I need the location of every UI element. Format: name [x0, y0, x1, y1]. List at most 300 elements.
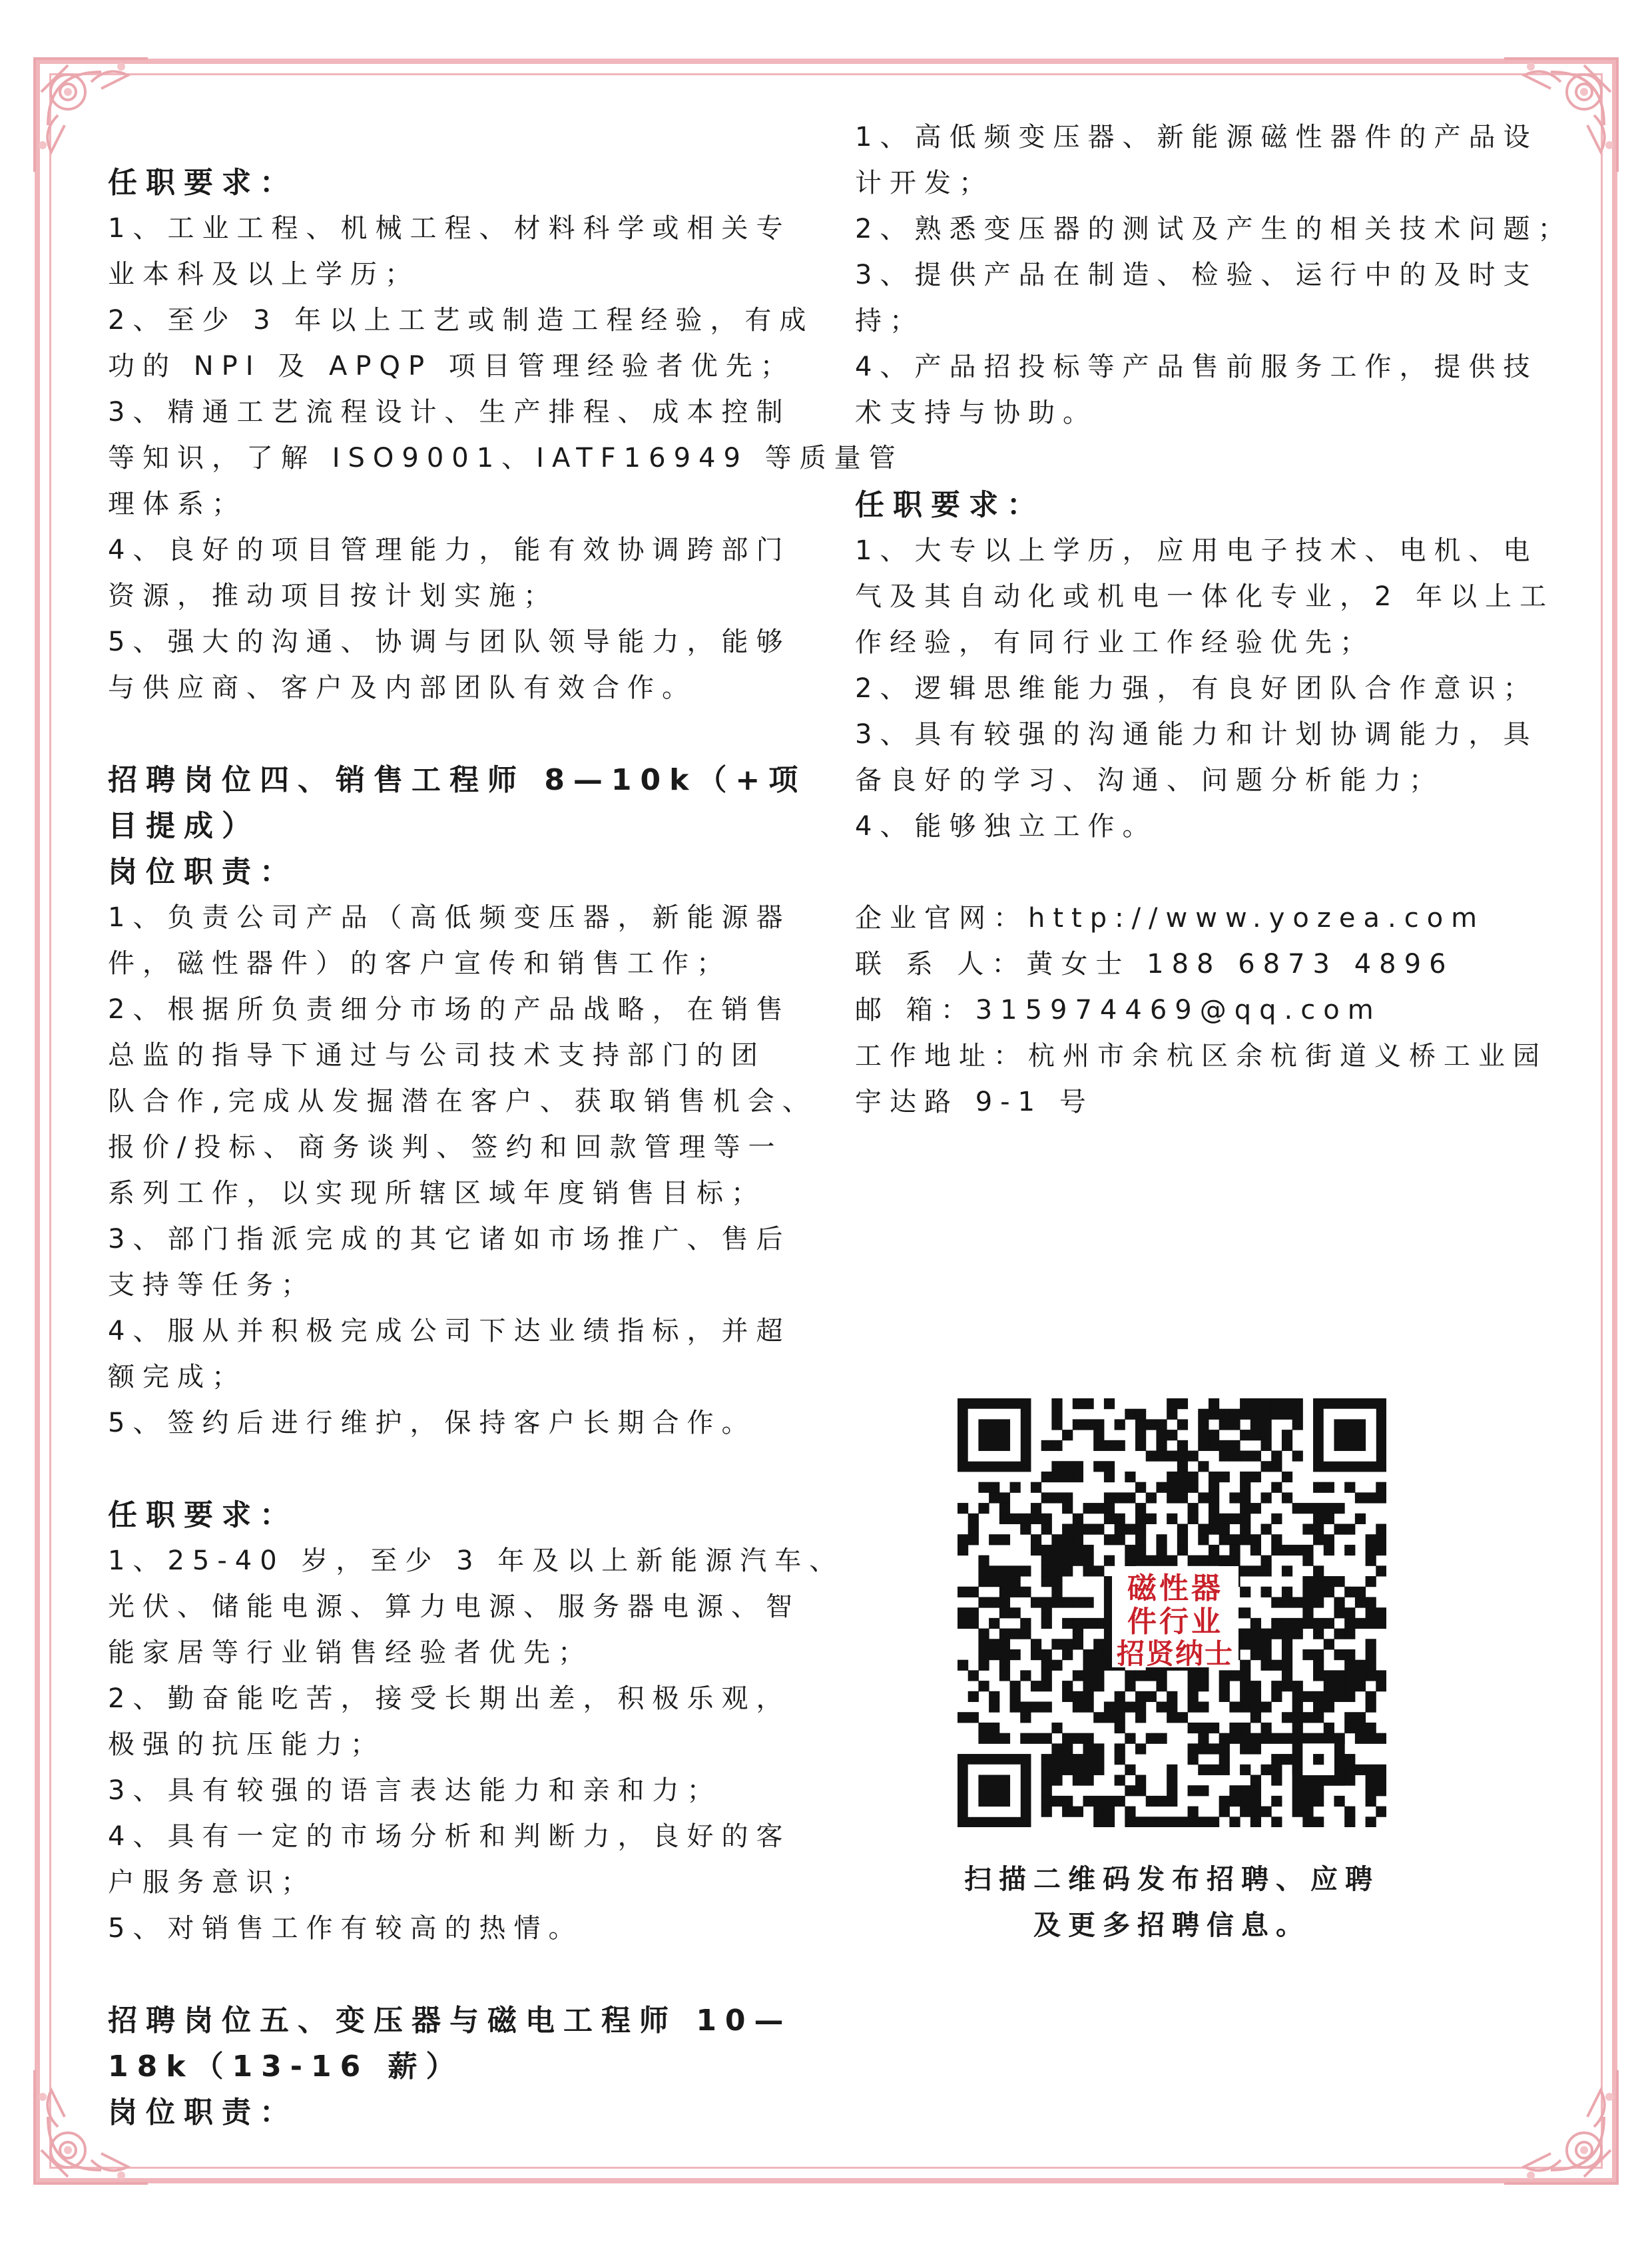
qr-module	[999, 1565, 1010, 1576]
qr-module	[1146, 1555, 1157, 1566]
qr-module	[1167, 1702, 1177, 1713]
qr-module	[1324, 1618, 1334, 1629]
qr-module	[1010, 1576, 1021, 1587]
qr-module	[1115, 1754, 1125, 1765]
qr-module	[1198, 1534, 1209, 1545]
qr-module	[1093, 1670, 1104, 1681]
qr-module	[1104, 1702, 1115, 1713]
text-line: 术支持与协助。	[855, 398, 1097, 428]
qr-module	[1031, 1597, 1041, 1607]
qr-module	[1344, 1670, 1355, 1681]
qr-module	[1229, 1451, 1240, 1462]
qr-module	[1135, 1817, 1146, 1827]
qr-module	[1209, 1514, 1219, 1524]
qr-module	[1083, 1419, 1093, 1430]
qr-module	[1302, 1587, 1313, 1597]
qr-module	[1229, 1545, 1240, 1555]
qr-module	[1209, 1482, 1219, 1493]
qr-module	[1324, 1514, 1334, 1524]
qr-module	[1229, 1514, 1240, 1524]
section-heading: 招聘岗位五、变压器与磁电工程师 10—	[108, 2004, 792, 2038]
qr-module	[1292, 1629, 1303, 1639]
qr-module	[1292, 1785, 1303, 1796]
qr-module	[1355, 1597, 1366, 1607]
qr-module	[1010, 1514, 1021, 1524]
qr-module	[1125, 1817, 1135, 1827]
text-line: 1、25-40 岁，至少 3 年及以上新能源汽车、	[108, 1545, 844, 1576]
qr-module	[1167, 1430, 1177, 1440]
qr-module	[1240, 1743, 1250, 1754]
qr-module	[1324, 1576, 1334, 1587]
qr-module	[1229, 1409, 1240, 1420]
qr-module	[1073, 1461, 1083, 1472]
qr-module	[1229, 1492, 1240, 1503]
qr-module	[1219, 1670, 1230, 1681]
qr-module	[1240, 1796, 1250, 1807]
qr-module	[1282, 1712, 1292, 1723]
qr-module	[989, 1733, 999, 1744]
qr-module	[1355, 1492, 1366, 1503]
qr-module	[1302, 1555, 1313, 1566]
qr-module	[1010, 1607, 1021, 1618]
qr-module	[1250, 1618, 1261, 1629]
qr-module	[1083, 1555, 1093, 1566]
qr-module	[1093, 1440, 1104, 1451]
text-line: 1、大专以上学历，应用电子技术、电机、电	[855, 535, 1538, 566]
qr-module	[1261, 1565, 1272, 1576]
qr-module	[1376, 1524, 1386, 1534]
qr-module	[1010, 1629, 1021, 1639]
qr-module	[1083, 1649, 1093, 1660]
qr-module	[989, 1534, 999, 1545]
qr-module	[1366, 1649, 1376, 1660]
qr-module	[968, 1618, 979, 1629]
section-heading: 任职要求：	[108, 166, 298, 200]
qr-module	[1240, 1723, 1250, 1733]
qr-module	[1020, 1618, 1031, 1629]
qr-module	[1115, 1796, 1125, 1807]
qr-module	[1282, 1409, 1292, 1420]
qr-module	[1334, 1796, 1344, 1807]
qr-module	[1240, 1807, 1250, 1817]
qr-module	[1261, 1555, 1272, 1566]
qr-module	[1031, 1681, 1041, 1691]
text-line: 功的 NPI 及 APQP 项目管理经验者优先；	[108, 351, 795, 382]
qr-module	[1334, 1649, 1344, 1660]
qr-module	[1344, 1607, 1355, 1618]
qr-module	[1313, 1524, 1324, 1534]
qr-module	[1313, 1712, 1324, 1723]
qr-module	[1209, 1492, 1219, 1503]
qr-module	[968, 1534, 979, 1545]
qr-module	[1240, 1534, 1250, 1545]
qr-module	[1366, 1723, 1376, 1733]
qr-module	[1198, 1670, 1209, 1681]
qr-module	[1041, 1775, 1052, 1785]
qr-module	[1167, 1492, 1177, 1503]
qr-module	[1271, 1409, 1282, 1420]
qr-module	[1125, 1785, 1135, 1796]
qr-module	[1177, 1419, 1188, 1430]
qr-module	[1031, 1514, 1041, 1524]
qr-module	[1240, 1565, 1250, 1576]
qr-module	[1366, 1733, 1376, 1744]
qr-module	[1041, 1607, 1052, 1618]
qr-module	[1282, 1681, 1292, 1691]
qr-module	[1188, 1503, 1199, 1514]
qr-module	[1073, 1733, 1083, 1744]
qr-module	[1324, 1723, 1334, 1733]
text-line: 3、部门指派完成的其它诸如市场推广、售后	[108, 1224, 791, 1255]
qr-module	[1219, 1514, 1230, 1524]
qr-module	[1366, 1765, 1376, 1775]
qr-module	[1062, 1691, 1073, 1702]
qr-module	[1240, 1733, 1250, 1744]
qr-module	[1115, 1514, 1125, 1524]
qr-module	[1125, 1681, 1135, 1691]
qr-module	[1115, 1534, 1125, 1545]
qr-module	[968, 1712, 979, 1723]
qr-module	[1240, 1430, 1250, 1440]
qr-module	[1209, 1743, 1219, 1754]
qr-module	[1344, 1765, 1355, 1775]
qr-module	[1261, 1765, 1272, 1775]
qr-module	[1250, 1796, 1261, 1807]
text-line: 1、负责公司产品（高低频变压器，新能源器	[108, 902, 791, 933]
qr-module	[1115, 1743, 1125, 1754]
qr-module	[1366, 1817, 1376, 1827]
qr-module	[1344, 1618, 1355, 1629]
qr-module	[1261, 1587, 1272, 1597]
qr-module	[1093, 1419, 1104, 1430]
qr-module	[1324, 1503, 1334, 1514]
qr-module	[1010, 1691, 1021, 1702]
qr-module	[978, 1660, 989, 1671]
qr-module	[1292, 1618, 1303, 1629]
qr-module	[1261, 1440, 1272, 1451]
qr-module	[1188, 1681, 1199, 1691]
qr-module	[978, 1419, 1010, 1451]
qr-module	[1167, 1775, 1177, 1785]
qr-module	[989, 1691, 999, 1702]
qr-module	[1093, 1565, 1104, 1576]
qr-module	[1209, 1440, 1219, 1451]
qr-module	[1344, 1629, 1355, 1639]
qr-module	[1282, 1597, 1292, 1607]
qr-module	[1135, 1775, 1146, 1785]
qr-module	[1062, 1524, 1073, 1534]
qr-module	[1093, 1817, 1104, 1827]
qr-module	[1229, 1534, 1240, 1545]
qr-module	[1104, 1461, 1115, 1472]
qr-module	[1115, 1440, 1125, 1451]
qr-module	[1240, 1492, 1250, 1503]
qr-module	[1115, 1775, 1125, 1785]
qr-module	[1250, 1430, 1261, 1440]
qr-overlay-line1: 磁性器	[1127, 1571, 1223, 1605]
qr-module	[1313, 1482, 1324, 1493]
qr-module	[978, 1565, 989, 1576]
qr-module	[1062, 1461, 1073, 1472]
qr-module	[1041, 1440, 1052, 1451]
qr-module	[1177, 1712, 1188, 1723]
qr-module	[1062, 1743, 1073, 1754]
qr-module	[1041, 1555, 1052, 1566]
qr-module	[1073, 1419, 1083, 1430]
qr-module	[1041, 1733, 1052, 1744]
qr-module	[1355, 1723, 1366, 1733]
qr-module	[1313, 1597, 1324, 1607]
qr-module	[1209, 1398, 1219, 1409]
qr-module	[989, 1576, 999, 1587]
text-line: 4、具有一定的市场分析和判断力，良好的客	[108, 1821, 791, 1852]
qr-module	[978, 1649, 989, 1660]
text-line: 4、良好的项目管理能力，能有效协调跨部门	[108, 535, 791, 565]
qr-module	[1083, 1775, 1093, 1785]
qr-module	[1177, 1817, 1188, 1827]
qr-module	[1051, 1660, 1062, 1671]
qr-module	[1240, 1639, 1250, 1649]
text-line: 5、强大的沟通、协调与团队领导能力，能够	[108, 627, 791, 657]
qr-module	[1355, 1660, 1366, 1671]
qr-module	[1156, 1796, 1167, 1807]
qr-module	[1093, 1754, 1104, 1765]
qr-module	[1240, 1691, 1250, 1702]
qr-module	[1062, 1765, 1073, 1775]
qr-module	[1156, 1702, 1167, 1713]
qr-module	[1073, 1765, 1083, 1775]
qr-module	[1073, 1670, 1083, 1681]
qr-module	[1229, 1702, 1240, 1713]
qr-module	[1177, 1440, 1188, 1451]
qr-module	[1209, 1472, 1219, 1482]
qr-module	[1177, 1398, 1188, 1409]
qr-module	[1146, 1492, 1157, 1503]
qr-module	[1209, 1765, 1219, 1775]
qr-module	[1115, 1524, 1125, 1534]
qr-module	[1271, 1451, 1282, 1462]
text-line: 气及其自动化或机电一体化专业，2 年以上工	[855, 581, 1555, 612]
qr-module	[1366, 1555, 1376, 1566]
qr-module	[999, 1607, 1010, 1618]
qr-module	[1167, 1514, 1177, 1524]
qr-module	[1083, 1702, 1093, 1713]
qr-module	[1209, 1430, 1219, 1440]
qr-module	[1177, 1534, 1188, 1545]
qr-module	[1261, 1702, 1272, 1713]
qr-module	[1093, 1524, 1104, 1534]
qr-module	[1135, 1524, 1146, 1534]
qr-module	[1177, 1451, 1188, 1462]
qr-module	[1115, 1712, 1125, 1723]
qr-module	[1240, 1472, 1250, 1482]
qr-module	[1292, 1712, 1303, 1723]
qr-module	[1125, 1409, 1135, 1420]
qr-module	[1344, 1754, 1355, 1765]
qr-module	[1041, 1545, 1052, 1555]
qr-module	[1062, 1430, 1073, 1440]
qr-module	[1041, 1597, 1052, 1607]
qr-module	[999, 1514, 1010, 1524]
qr-module	[1250, 1775, 1261, 1785]
qr-module	[989, 1702, 999, 1713]
qr-module	[1344, 1775, 1355, 1785]
qr-module	[989, 1639, 999, 1649]
qr-module	[1010, 1649, 1021, 1660]
qr-module	[1292, 1451, 1303, 1462]
qr-module	[1209, 1555, 1219, 1566]
qr-module	[1051, 1765, 1062, 1775]
qr-module	[1156, 1670, 1167, 1681]
qr-module	[1073, 1534, 1083, 1545]
qr-module	[958, 1712, 968, 1723]
qr-module	[1240, 1785, 1250, 1796]
qr-module	[1198, 1723, 1209, 1733]
qr-module	[999, 1503, 1010, 1514]
qr-module	[1115, 1691, 1125, 1702]
qr-module	[1156, 1817, 1167, 1827]
qr-module	[1355, 1733, 1366, 1744]
qr-module	[1302, 1524, 1313, 1534]
qr-module	[1219, 1733, 1230, 1744]
qr-module	[1366, 1607, 1376, 1618]
qr-module	[1104, 1534, 1115, 1545]
qr-module	[1031, 1482, 1041, 1493]
qr-module	[1250, 1503, 1261, 1514]
qr-module	[1292, 1545, 1303, 1555]
section-heading: 任职要求：	[855, 488, 1045, 522]
qr-module	[1188, 1451, 1199, 1462]
qr-module	[1376, 1681, 1386, 1691]
qr-module	[1051, 1492, 1062, 1503]
qr-module	[1188, 1482, 1199, 1493]
qr-module	[1020, 1670, 1031, 1681]
qr-module	[1146, 1691, 1157, 1702]
qr-module	[1292, 1419, 1303, 1430]
qr-module	[978, 1681, 989, 1691]
qr-module	[1302, 1576, 1313, 1587]
qr-module	[1250, 1807, 1261, 1817]
qr-module	[1313, 1503, 1324, 1514]
qr-module	[1240, 1670, 1250, 1681]
qr-module	[1104, 1796, 1115, 1807]
qr-module	[1250, 1649, 1261, 1660]
qr-module	[1198, 1817, 1209, 1827]
qr-module	[1062, 1796, 1073, 1807]
qr-module	[1366, 1597, 1376, 1607]
qr-module	[1041, 1472, 1052, 1482]
qr-module	[1324, 1587, 1334, 1597]
qr-module	[1135, 1503, 1146, 1514]
qr-module	[1376, 1775, 1386, 1785]
qr-module	[1250, 1565, 1261, 1576]
qr-module	[1302, 1785, 1313, 1796]
qr-module	[1240, 1451, 1250, 1462]
qr-module	[1062, 1534, 1073, 1545]
qr-module	[1229, 1723, 1240, 1733]
qr-module	[1282, 1639, 1292, 1649]
qr-module	[1366, 1534, 1376, 1545]
qr-module	[1219, 1681, 1230, 1691]
qr-module	[1344, 1723, 1355, 1733]
qr-module	[989, 1565, 999, 1576]
qr-module	[978, 1597, 989, 1607]
text-line: 业本科及以上学历；	[108, 259, 419, 290]
qr-module	[1313, 1629, 1324, 1639]
section-heading: 18k（13-16 薪）	[108, 2050, 464, 2084]
qr-module	[1051, 1398, 1062, 1409]
qr-module	[1188, 1754, 1199, 1765]
qr-module	[1271, 1681, 1282, 1691]
qr-module	[1051, 1409, 1062, 1420]
qr-module	[1282, 1545, 1292, 1555]
qr-module	[1167, 1785, 1177, 1796]
qr-module	[968, 1691, 979, 1702]
qr-module	[1209, 1545, 1219, 1555]
qr-module	[1261, 1409, 1272, 1420]
qr-module	[1198, 1555, 1209, 1566]
qr-module	[1240, 1660, 1250, 1671]
qr-module	[1146, 1419, 1157, 1430]
qr-module	[1334, 1524, 1344, 1534]
text-line: 额完成；	[108, 1362, 246, 1392]
qr-module	[1167, 1451, 1177, 1462]
qr-module	[1083, 1524, 1093, 1534]
qr-module	[1010, 1482, 1021, 1493]
qr-module	[1271, 1629, 1282, 1639]
text-line: 3、具有较强的语言表达能力和亲和力；	[108, 1775, 722, 1806]
qr-module	[1167, 1765, 1177, 1775]
qr-module	[1271, 1545, 1282, 1555]
qr-module	[1219, 1743, 1230, 1754]
text-line: 总监的指导下通过与公司技术支持部门的团	[108, 1040, 766, 1071]
text-line: 工作地址：杭州市余杭区余杭街道义桥工业园	[855, 1041, 1547, 1071]
qr-module	[1313, 1587, 1324, 1597]
text-line: 持；	[855, 306, 924, 336]
qr-module	[1366, 1660, 1376, 1671]
qr-module	[1334, 1503, 1344, 1514]
qr-module	[1366, 1785, 1376, 1796]
qr-module	[1376, 1565, 1386, 1576]
qr-module	[1302, 1545, 1313, 1555]
qr-module	[1229, 1419, 1240, 1430]
qr-module	[1240, 1681, 1250, 1691]
qr-module	[1313, 1691, 1324, 1702]
qr-module	[1188, 1723, 1199, 1733]
qr-module	[1198, 1409, 1209, 1420]
qr-module	[1313, 1702, 1324, 1713]
qr-module	[1188, 1817, 1199, 1827]
qr-module	[1313, 1534, 1324, 1545]
qr-module	[1302, 1649, 1313, 1660]
qr-module	[1062, 1733, 1073, 1744]
qr-module	[1051, 1461, 1062, 1472]
qr-module	[1240, 1765, 1250, 1775]
qr-module	[968, 1514, 979, 1524]
qr-module	[1135, 1419, 1146, 1430]
qr-module	[1073, 1545, 1083, 1555]
qr-module	[1302, 1712, 1313, 1723]
text-line: 2、至少 3 年以上工艺或制造工程经验，有成	[108, 305, 814, 336]
qr-module	[1188, 1514, 1199, 1524]
qr-module	[1271, 1796, 1282, 1807]
qr-module	[1198, 1785, 1209, 1796]
qr-module	[958, 1534, 968, 1545]
qr-module	[1250, 1817, 1261, 1827]
qr-module	[1219, 1765, 1230, 1775]
text-line: 系列工作，以实现所辖区域年度销售目标；	[108, 1178, 766, 1209]
text-line: 邮 箱：315974469@qq.com	[855, 995, 1382, 1025]
